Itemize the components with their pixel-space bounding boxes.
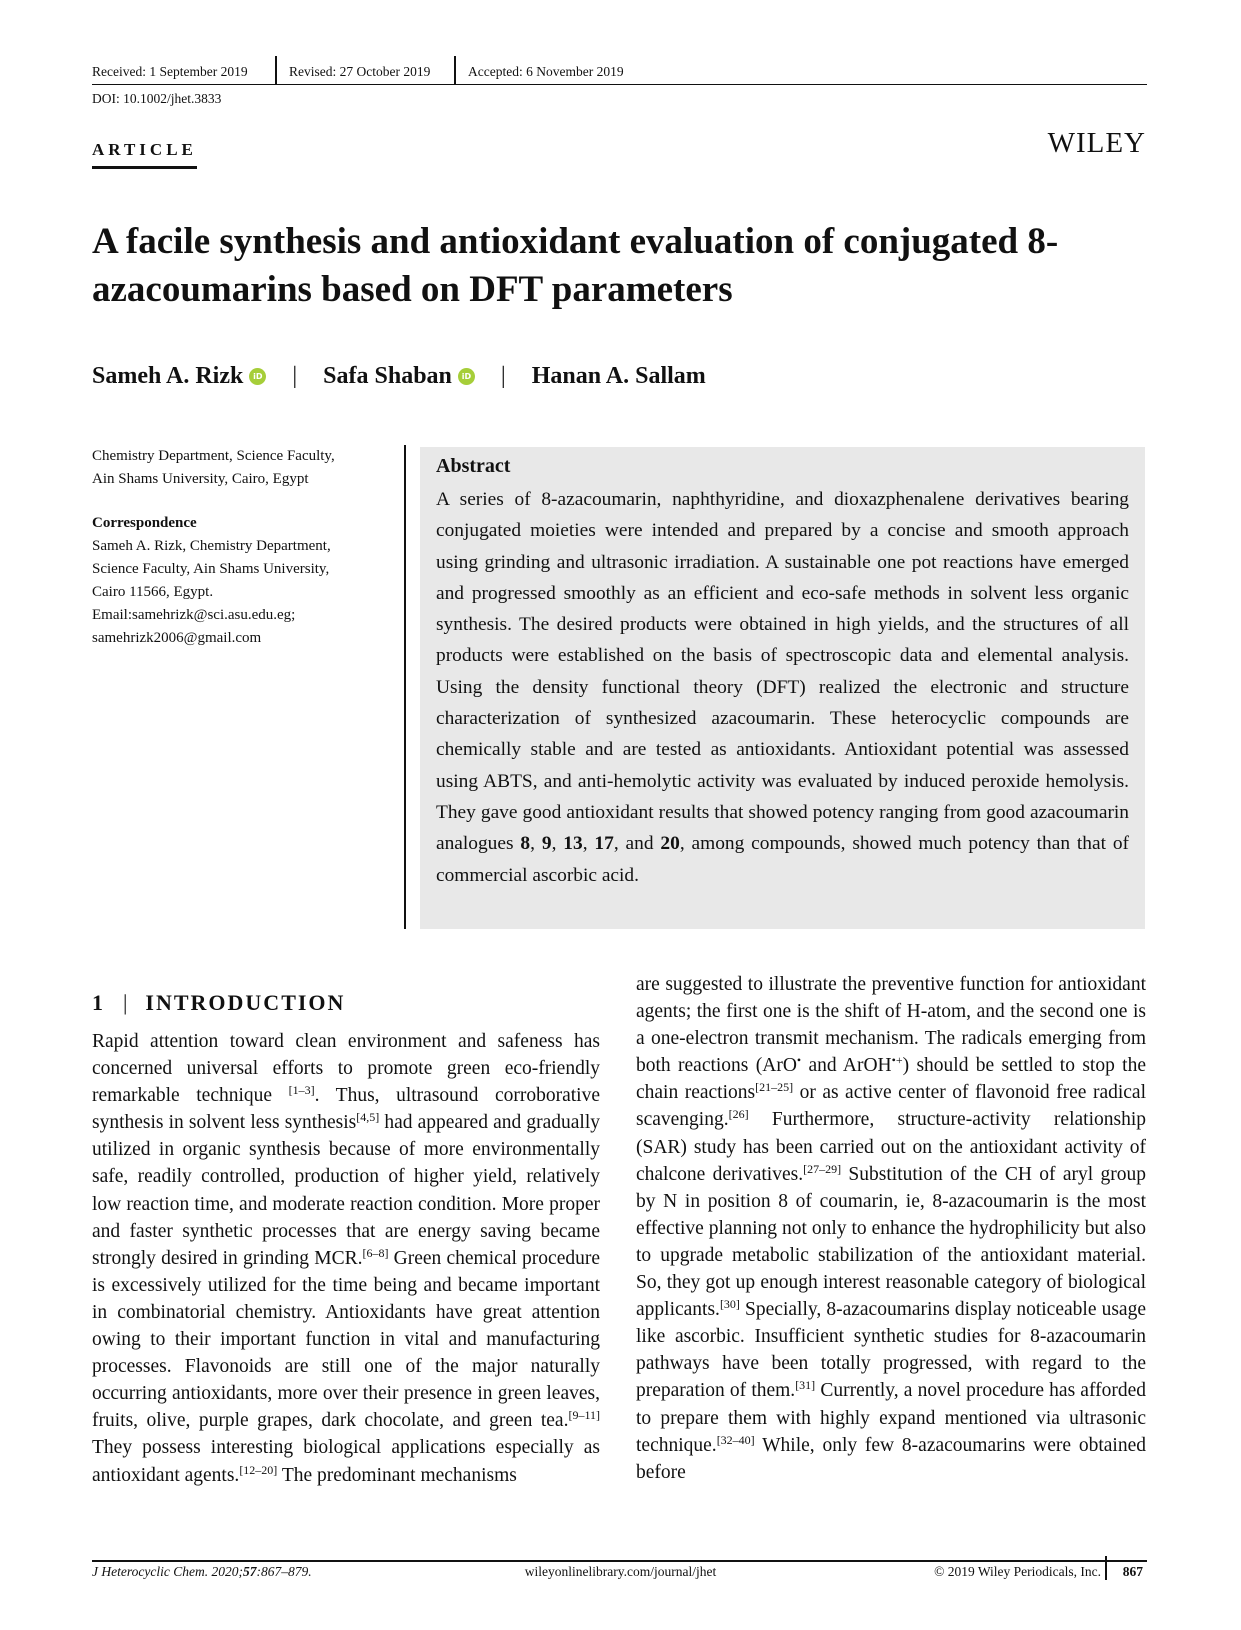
- author-name[interactable]: Safa Shaban: [323, 363, 452, 389]
- section-number: 1: [92, 990, 105, 1015]
- author-name[interactable]: Hanan A. Sallam: [531, 363, 706, 389]
- affiliation: [92, 445, 392, 491]
- body-column-left: Rapid attention toward clean environment and safeness has concerned universal efforts to promote green eco-friendly remarkable technique [1–3]. Thus, ultrasound corroborative synthesis in solvent less synthesis[4,5] had appeared and gradually utilized in organic synthesis because of more environmentally safe, readily controlled, production of higher yield, relatively low reaction time, and moderate reaction condition. More proper and faster synthetic processes that are energy saving became strongly desired in grinding MCR.[6–8] Green chemical procedure is excessively utilized for the time being and became important in combinatorial chemistry. Antioxidants have great attention owing to their important function in vital and manufacturing processes. Flavonoids are still one of the major naturally occurring antioxidants, more over their presence in green leaves, fruits, olive, purple grapes, dark chocolate, and green tea.[9–11] They possess interesting biological applications especially as antioxidant agents.[12–20] The predominant mechanisms: [92, 1031, 600, 1486]
- orcid-icon[interactable]: iD: [249, 368, 266, 385]
- footer-divider: [1105, 1556, 1107, 1580]
- accepted-date: Accepted: 6 November 2019: [468, 64, 624, 79]
- paper-title: A facile synthesis and antioxidant evaluation of conjugated 8-azacoumarins based on DFT parameters: [92, 221, 1059, 310]
- footer-rule: [92, 1560, 1147, 1562]
- copyright: © 2019 Wiley Periodicals, Inc.: [934, 1564, 1101, 1579]
- date-divider: [454, 56, 456, 84]
- correspondence-email[interactable]: samehrizk2006@gmail.com: [92, 630, 262, 646]
- body-column-right: are suggested to illustrate the preventive function for antioxidant agents; the first one is the shift of H-atom, and the second one is a one-electron transmit mechanism. The radicals emerging from both reactions (ArO• and ArOH•+) should be settled to stop the chain reactions[21–25] or as active center of flavonoid free radical scavenging.[26] Furthermore, structure-activity relationship (SAR) study has been carried out on the antioxidant activity of chalcone derivatives.[27–29] Substitution of the CH of aryl group by N in position 8 of coumarin, ie, 8-azacoumarin is the most effective planning not only to enhance the hydrophilicity but also to upgrade metabolic stabilization of the antioxidant material. So, they got up enough interest reasonable category of biological applicants.[30] Specially, 8-azacoumarins display noticeable usage like ascorbic. Insufficient synthetic studies for 8-azacoumarin pathways have been totally progressed, with regard to the preparation of them.[31] Currently, a novel procedure has afforded to prepare them with highly expand mentioned via ultrasonic technique.[32–40] While, only few 8-azacoumarins were obtained before: [636, 974, 1147, 1483]
- revised-date: Revised: 27 October 2019: [289, 64, 431, 79]
- correspondence-line: Sameh A. Rizk, Chemistry Department,: [92, 538, 331, 554]
- doi[interactable]: DOI: 10.1002/jhet.3833: [92, 91, 222, 106]
- author-list: [92, 363, 706, 390]
- correspondence-line: Science Faculty, Ain Shams University,: [92, 561, 330, 577]
- correspondence-line: Cairo 11566, Egypt.: [92, 584, 214, 600]
- journal-citation: J Heterocyclic Chem. 2020;57:867–879.: [92, 1564, 312, 1579]
- orcid-icon[interactable]: iD: [458, 368, 475, 385]
- abstract-rule: [404, 445, 406, 929]
- date-divider: [275, 56, 277, 84]
- abstract-box: [420, 447, 1145, 929]
- page-number: 867: [1122, 1564, 1143, 1579]
- affiliation-line: Ain Shams University, Cairo, Egypt: [92, 471, 309, 487]
- author-separator: |: [500, 363, 506, 389]
- abstract-heading: Abstract: [436, 455, 511, 477]
- article-dates: [92, 62, 1147, 85]
- author-separator: |: [292, 363, 298, 389]
- section-separator: |: [123, 990, 128, 1015]
- received-date: Received: 1 September 2019: [92, 64, 248, 79]
- article-type: ARTICLE: [92, 140, 197, 169]
- correspondence: [92, 512, 392, 650]
- section-title: INTRODUCTION: [145, 990, 346, 1015]
- correspondence-email[interactable]: Email:samehrizk@sci.asu.edu.eg;: [92, 607, 296, 623]
- publisher-logo: WILEY: [1047, 127, 1146, 159]
- journal-url[interactable]: wileyonlinelibrary.com/journal/jhet: [524, 1564, 717, 1579]
- abstract-text: A series of 8-azacoumarin, naphthyridine, and dioxazphenalene derivatives bearing conjugated moieties were intended and prepared by a concise and smooth approach using grinding and ultrasonic irradiation. A sustainable one pot reactions have emerged and progressed smoothly as an efficient and eco-safe methods in solvent less organic synthesis. The desired products were obtained in high yields, and the structures of all products were established on the basis of spectroscopic data and elemental analysis. Using the density functional theory (DFT) realized the electronic and structure characterization of synthesized azacoumarin. These heterocyclic compounds are chemically stable and are tested as antioxidants. Antioxidant potential was assessed using ABTS, and anti-hemolytic activity was evaluated by induced peroxide hemolysis. They gave good antioxidant results that showed potency ranging from good azacoumarin analogues 8, 9, 13, 17, and 20, among compounds, showed much potency than that of commercial ascorbic acid.: [436, 489, 1130, 886]
- affiliation-line: Chemistry Department, Science Faculty,: [92, 448, 335, 464]
- section-heading: [92, 990, 345, 1016]
- correspondence-heading: Correspondence: [92, 515, 197, 531]
- author-name[interactable]: Sameh A. Rizk: [92, 363, 244, 389]
